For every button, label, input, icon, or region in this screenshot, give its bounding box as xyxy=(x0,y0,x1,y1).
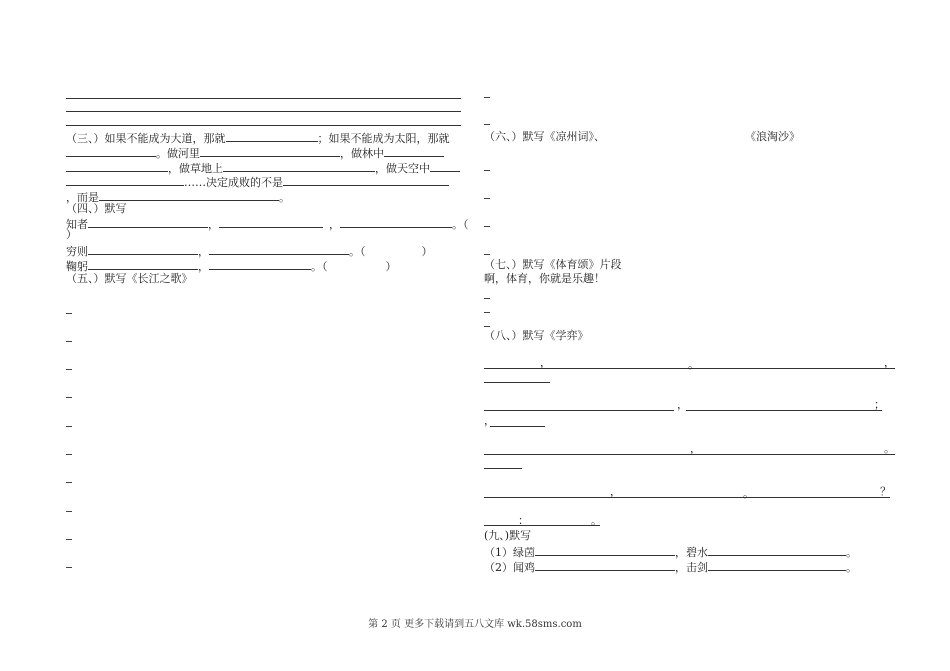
row-end: 。（ xyxy=(452,218,469,231)
sec3-text: 。做河里 xyxy=(156,147,200,160)
sec7-line1: 啊，体育，你就是乐趣！ xyxy=(484,272,605,285)
answer-line-stub[interactable] xyxy=(66,313,72,314)
fill-blank[interactable] xyxy=(708,544,846,556)
fill-blank[interactable] xyxy=(535,559,675,571)
sec9-title: (九、)默写 xyxy=(484,529,532,542)
punct-comma: ， xyxy=(690,442,701,455)
fill-blank[interactable] xyxy=(66,145,156,157)
answer-line-stub[interactable] xyxy=(66,397,72,398)
sec3-line1 xyxy=(66,130,450,146)
answer-rule xyxy=(484,468,522,469)
answer-line-stub[interactable] xyxy=(66,539,72,540)
sec4-row1 xyxy=(66,216,469,232)
sec3-text: ，做草地上 xyxy=(168,162,223,175)
answer-rule xyxy=(484,525,600,526)
page-footer: 第 2 页 更多下载请到五八文库 wk.58sms.com xyxy=(368,619,582,630)
answer-rule xyxy=(484,410,674,411)
fill-blank[interactable] xyxy=(430,160,460,172)
answer-rule xyxy=(66,125,461,126)
sec3-text: ，而是 xyxy=(66,191,99,204)
answer-line-stub[interactable] xyxy=(484,124,490,125)
row-close: ） xyxy=(385,260,397,273)
punct-question: ？ xyxy=(880,485,891,498)
punct-semicolon: ； xyxy=(874,398,885,411)
punct-comma: ， xyxy=(610,485,621,498)
fill-blank[interactable] xyxy=(384,145,444,157)
sec7-title: （七、）默写《体育颂》片段 xyxy=(484,258,622,271)
answer-rule xyxy=(66,111,461,112)
answer-line-stub[interactable] xyxy=(484,198,490,199)
punct-period: 。 xyxy=(591,514,602,527)
answer-line-stub[interactable] xyxy=(484,226,490,227)
fill-blank[interactable] xyxy=(209,258,311,270)
answer-line-stub[interactable] xyxy=(484,312,490,313)
answer-line-stub[interactable] xyxy=(66,567,72,568)
sec3-text: （三、）如果不能成为大道，那就 xyxy=(66,132,226,145)
answer-line-stub[interactable] xyxy=(66,426,72,427)
fill-blank[interactable] xyxy=(66,174,184,186)
fill-blank[interactable] xyxy=(226,130,318,142)
sec4-title: （四、）默写 xyxy=(66,202,127,215)
answer-line-stub[interactable] xyxy=(484,326,490,327)
fill-blank[interactable] xyxy=(99,189,279,201)
sec3-line2 xyxy=(66,145,444,161)
fill-blank[interactable] xyxy=(535,544,675,556)
comma: ， xyxy=(208,218,219,231)
row-end: 。（ xyxy=(311,260,328,273)
punct-period: 。 xyxy=(884,442,895,455)
sec6-title: （六、）默写《凉州词》、 xyxy=(484,130,605,143)
punct-comma: ， xyxy=(484,414,495,427)
comma: ， xyxy=(198,260,209,273)
fill-blank[interactable] xyxy=(219,216,323,228)
punct-comma: ， xyxy=(540,356,551,369)
punct-period: 。 xyxy=(743,487,754,500)
row-label: 穷则 xyxy=(66,245,88,258)
comma: ， xyxy=(329,218,340,231)
sec3-line4 xyxy=(66,174,449,190)
fill-blank[interactable] xyxy=(66,160,168,172)
row-mid: ，碧水 xyxy=(675,546,708,559)
row-mid: ，击剑 xyxy=(675,561,708,574)
answer-line-stub[interactable] xyxy=(66,511,72,512)
sec8-title: （八、）默写《学弈》 xyxy=(484,329,589,342)
punct-comma: ， xyxy=(677,398,688,411)
row-label: （1）绿茵 xyxy=(484,546,535,559)
fill-blank[interactable] xyxy=(200,145,340,157)
row-close: ） xyxy=(421,245,433,258)
answer-line-stub[interactable] xyxy=(66,482,72,483)
fill-blank[interactable] xyxy=(283,174,449,186)
row-end: 。（ xyxy=(349,245,366,258)
answer-line-stub[interactable] xyxy=(66,454,72,455)
sec6-title2: 《浪淘沙》 xyxy=(745,130,800,143)
fill-blank[interactable] xyxy=(708,559,846,571)
row-end: 。 xyxy=(846,561,857,574)
answer-rule xyxy=(66,98,461,99)
row-label: （2）闻鸡 xyxy=(484,561,535,574)
fill-blank[interactable] xyxy=(209,243,349,255)
answer-line-stub[interactable] xyxy=(484,170,490,171)
fill-blank[interactable] xyxy=(88,243,198,255)
answer-line-stub[interactable] xyxy=(66,369,72,370)
punct-comma: ， xyxy=(884,356,895,369)
sec3-text: 。 xyxy=(279,191,290,204)
sec9-row2 xyxy=(484,559,857,575)
row-end: 。 xyxy=(846,546,857,559)
answer-line-stub[interactable] xyxy=(484,97,490,98)
answer-rule xyxy=(484,497,890,498)
fill-blank[interactable] xyxy=(223,160,375,172)
punct-period: 。 xyxy=(688,358,699,371)
sec5-title: （五、）默写《长江之歌》 xyxy=(66,272,193,285)
answer-line-stub[interactable] xyxy=(484,298,490,299)
answer-line-stub[interactable] xyxy=(484,254,490,255)
answer-rule xyxy=(484,382,550,383)
fill-blank[interactable] xyxy=(340,216,452,228)
sec3-text: ……决定成败的不是 xyxy=(184,176,283,189)
answer-rule xyxy=(490,426,545,427)
fill-blank[interactable] xyxy=(88,258,198,270)
punct-colon: ： xyxy=(518,514,529,527)
fill-blank[interactable] xyxy=(88,216,208,228)
row-label: 鞠躬 xyxy=(66,260,88,273)
comma: ， xyxy=(198,245,209,258)
answer-rule xyxy=(686,410,882,411)
sec9-row1 xyxy=(484,544,857,560)
sec4-row2 xyxy=(66,243,433,259)
sec3-text: ；如果不能成为太阳，那就 xyxy=(317,132,450,145)
answer-line-stub[interactable] xyxy=(66,341,72,342)
row-label: 知者 xyxy=(66,218,88,231)
sec3-text: ，做林中 xyxy=(340,147,384,160)
sec3-text: ，做天空中 xyxy=(375,162,430,175)
sec4-row1-close: ） xyxy=(66,228,77,241)
